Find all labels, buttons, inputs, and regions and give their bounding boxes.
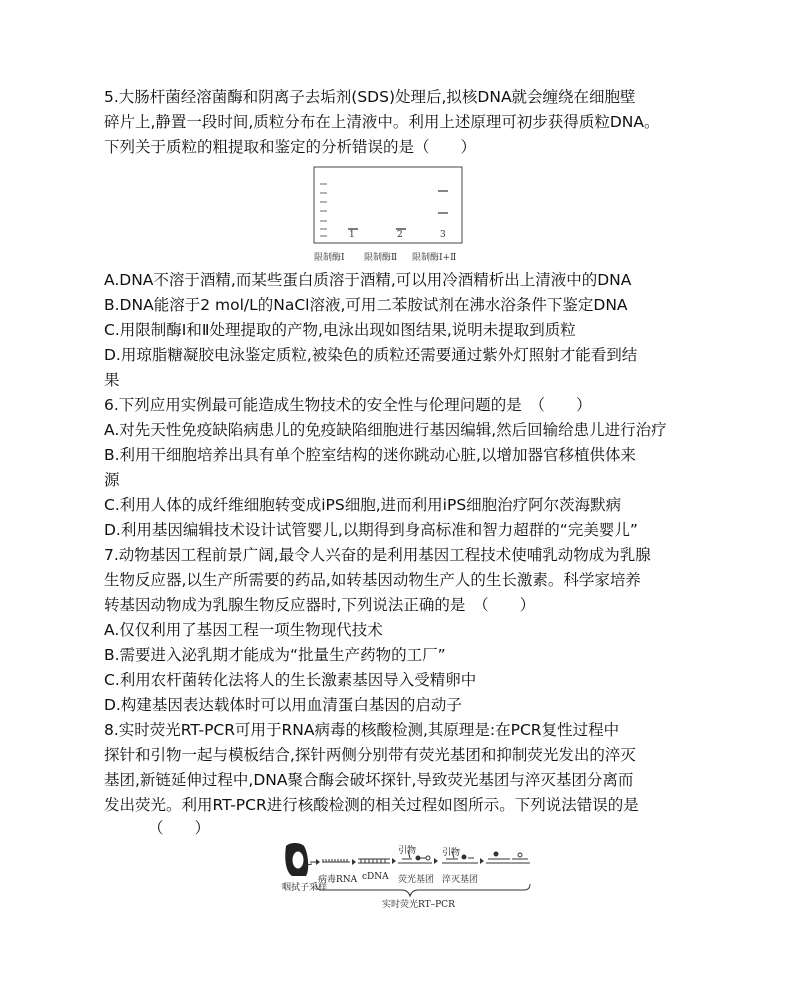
lane-label-3: 3 [440,230,446,240]
person-head-icon [285,843,312,876]
arrow-3 [392,858,396,864]
rna-strand [322,859,350,862]
q5-option-a: A.DNA不溶于酒精,而某些蛋白质溶于酒精,可以用冷酒精析出上清液中的DNA [104,271,632,289]
label-primer-1: 引物 [398,846,417,856]
caption-enzyme-2: 限制酶Ⅱ [364,253,398,263]
q6-option-a: A.对先天性免疫缺陷病患儿的免疫缺陷细胞进行基因编辑,然后回输给患儿进行治疗 [104,421,667,439]
label-realtime-rt-pcr: 实时荧光RT–PCR [382,900,455,910]
label-viral-rna: 病毒RNA [318,875,358,885]
label-swab-sample: 咽拭子采样 [282,883,328,893]
q7-option-d: D.构建基因表达载体时可以用血清蛋白基因的启动子 [104,696,462,714]
cdna-strand [358,859,390,863]
q8-stem-line-4: 发出荧光。利用RT-PCR进行核酸检测的相关过程如图所示。下列说法错误的是 [104,796,639,814]
label-cdna: cDNA [362,872,389,882]
q6-option-d: D.利用基因编辑技术设计试管婴儿,以期得到身高标准和智力超群的“完美婴儿” [104,521,638,539]
q5-option-d-cont: 果 [104,371,120,389]
q7-option-a: A.仅仅利用了基因工程一项生物现代技术 [104,621,383,639]
fluorescence-release [486,852,530,863]
q7-stem-line-2: 生物反应器,以生产所需要的药品,如转基因动物生产人的生长激素。科学家培养 [104,571,641,589]
label-primer-2: 引物 [442,848,461,858]
q7-option-c: C.利用农杆菌转化法将人的生长激素基因导入受精卵中 [104,671,477,689]
q8-stem-line-3: 基团,新链延伸过程中,DNA聚合酶会破坏探针,导致荧光基团与淬灭基团分离而 [104,771,634,789]
ladder-marks [320,184,327,236]
q5-stem-line-1: 5.大肠杆菌经溶菌酶和阴离子去垢剂(SDS)处理后,拟核DNA就会缠绕在细胞壁 [104,88,636,106]
caption-enzyme-1: 限制酶Ⅰ [314,253,345,263]
q7-option-b: B.需要进入泌乳期才能成为“批量生产药物的工厂” [104,646,446,664]
arrow-2 [352,859,356,865]
caption-enzyme-1-2: 限制酶Ⅰ+Ⅱ [412,253,457,263]
q6-option-c: C.利用人体的成纤维细胞转变成iPS细胞,进而利用iPS细胞治疗阿尔茨海默病 [104,496,622,514]
rt-pcr-figure [282,842,542,908]
q5-stem-line-3: 下列关于质粒的粗提取和鉴定的分析错误的是（ ） [104,138,477,156]
lane-label-2: 2 [397,230,403,240]
q8-answer-bracket: （ ） [148,819,211,837]
brace [316,884,530,896]
q5-option-b: B.DNA能溶于2 mol/L的NaCl溶液,可用二苯胺试剂在沸水浴条件下鉴定DNA [104,296,628,314]
q7-stem-line-3: 转基因动物成为乳腺生物反应器时,下列说法正确的是 （ ） [104,596,536,614]
gel-figure [312,166,464,262]
q6-option-b: B.利用干细胞培养出具有单个腔室结构的迷你跳动心脏,以增加器官移植供体来 [104,446,636,464]
lane-label-1: 1 [349,230,355,240]
q5-option-c: C.用限制酶Ⅰ和Ⅱ处理提取的产物,电泳出现如图结果,说明未提取到质粒 [104,321,576,339]
label-fluorophore: 荧光基团 [398,875,435,885]
q8-stem-line-1: 8.实时荧光RT-PCR可用于RNA病毒的核酸检测,其原理是:在PCR复性过程中 [104,721,620,739]
arrow-5 [480,858,484,864]
q8-stem-line-2: 探针和引物一起与模板结合,探针两侧分别带有荧光基团和抑制荧光发出的淬灭 [104,746,636,764]
label-quencher: 淬灭基团 [442,875,479,885]
q6-stem: 6.下列应用实例最可能造成生物技术的安全性与伦理问题的是 （ ） [104,396,592,414]
q5-option-d: D.用琼脂糖凝胶电泳鉴定质粒,被染色的质粒还需要通过紫外灯照射才能看到结 [104,346,638,364]
q7-stem-line-1: 7.动物基因工程前景广阔,最令人兴奋的是利用基因工程技术使哺乳动物成为乳腺 [104,546,651,564]
arrow-4 [434,858,438,864]
q5-stem-line-2: 碎片上,静置一段时间,质粒分布在上清液中。利用上述原理可初步获得质粒DNA。 [104,113,660,131]
q6-option-b-cont: 源 [104,471,120,489]
